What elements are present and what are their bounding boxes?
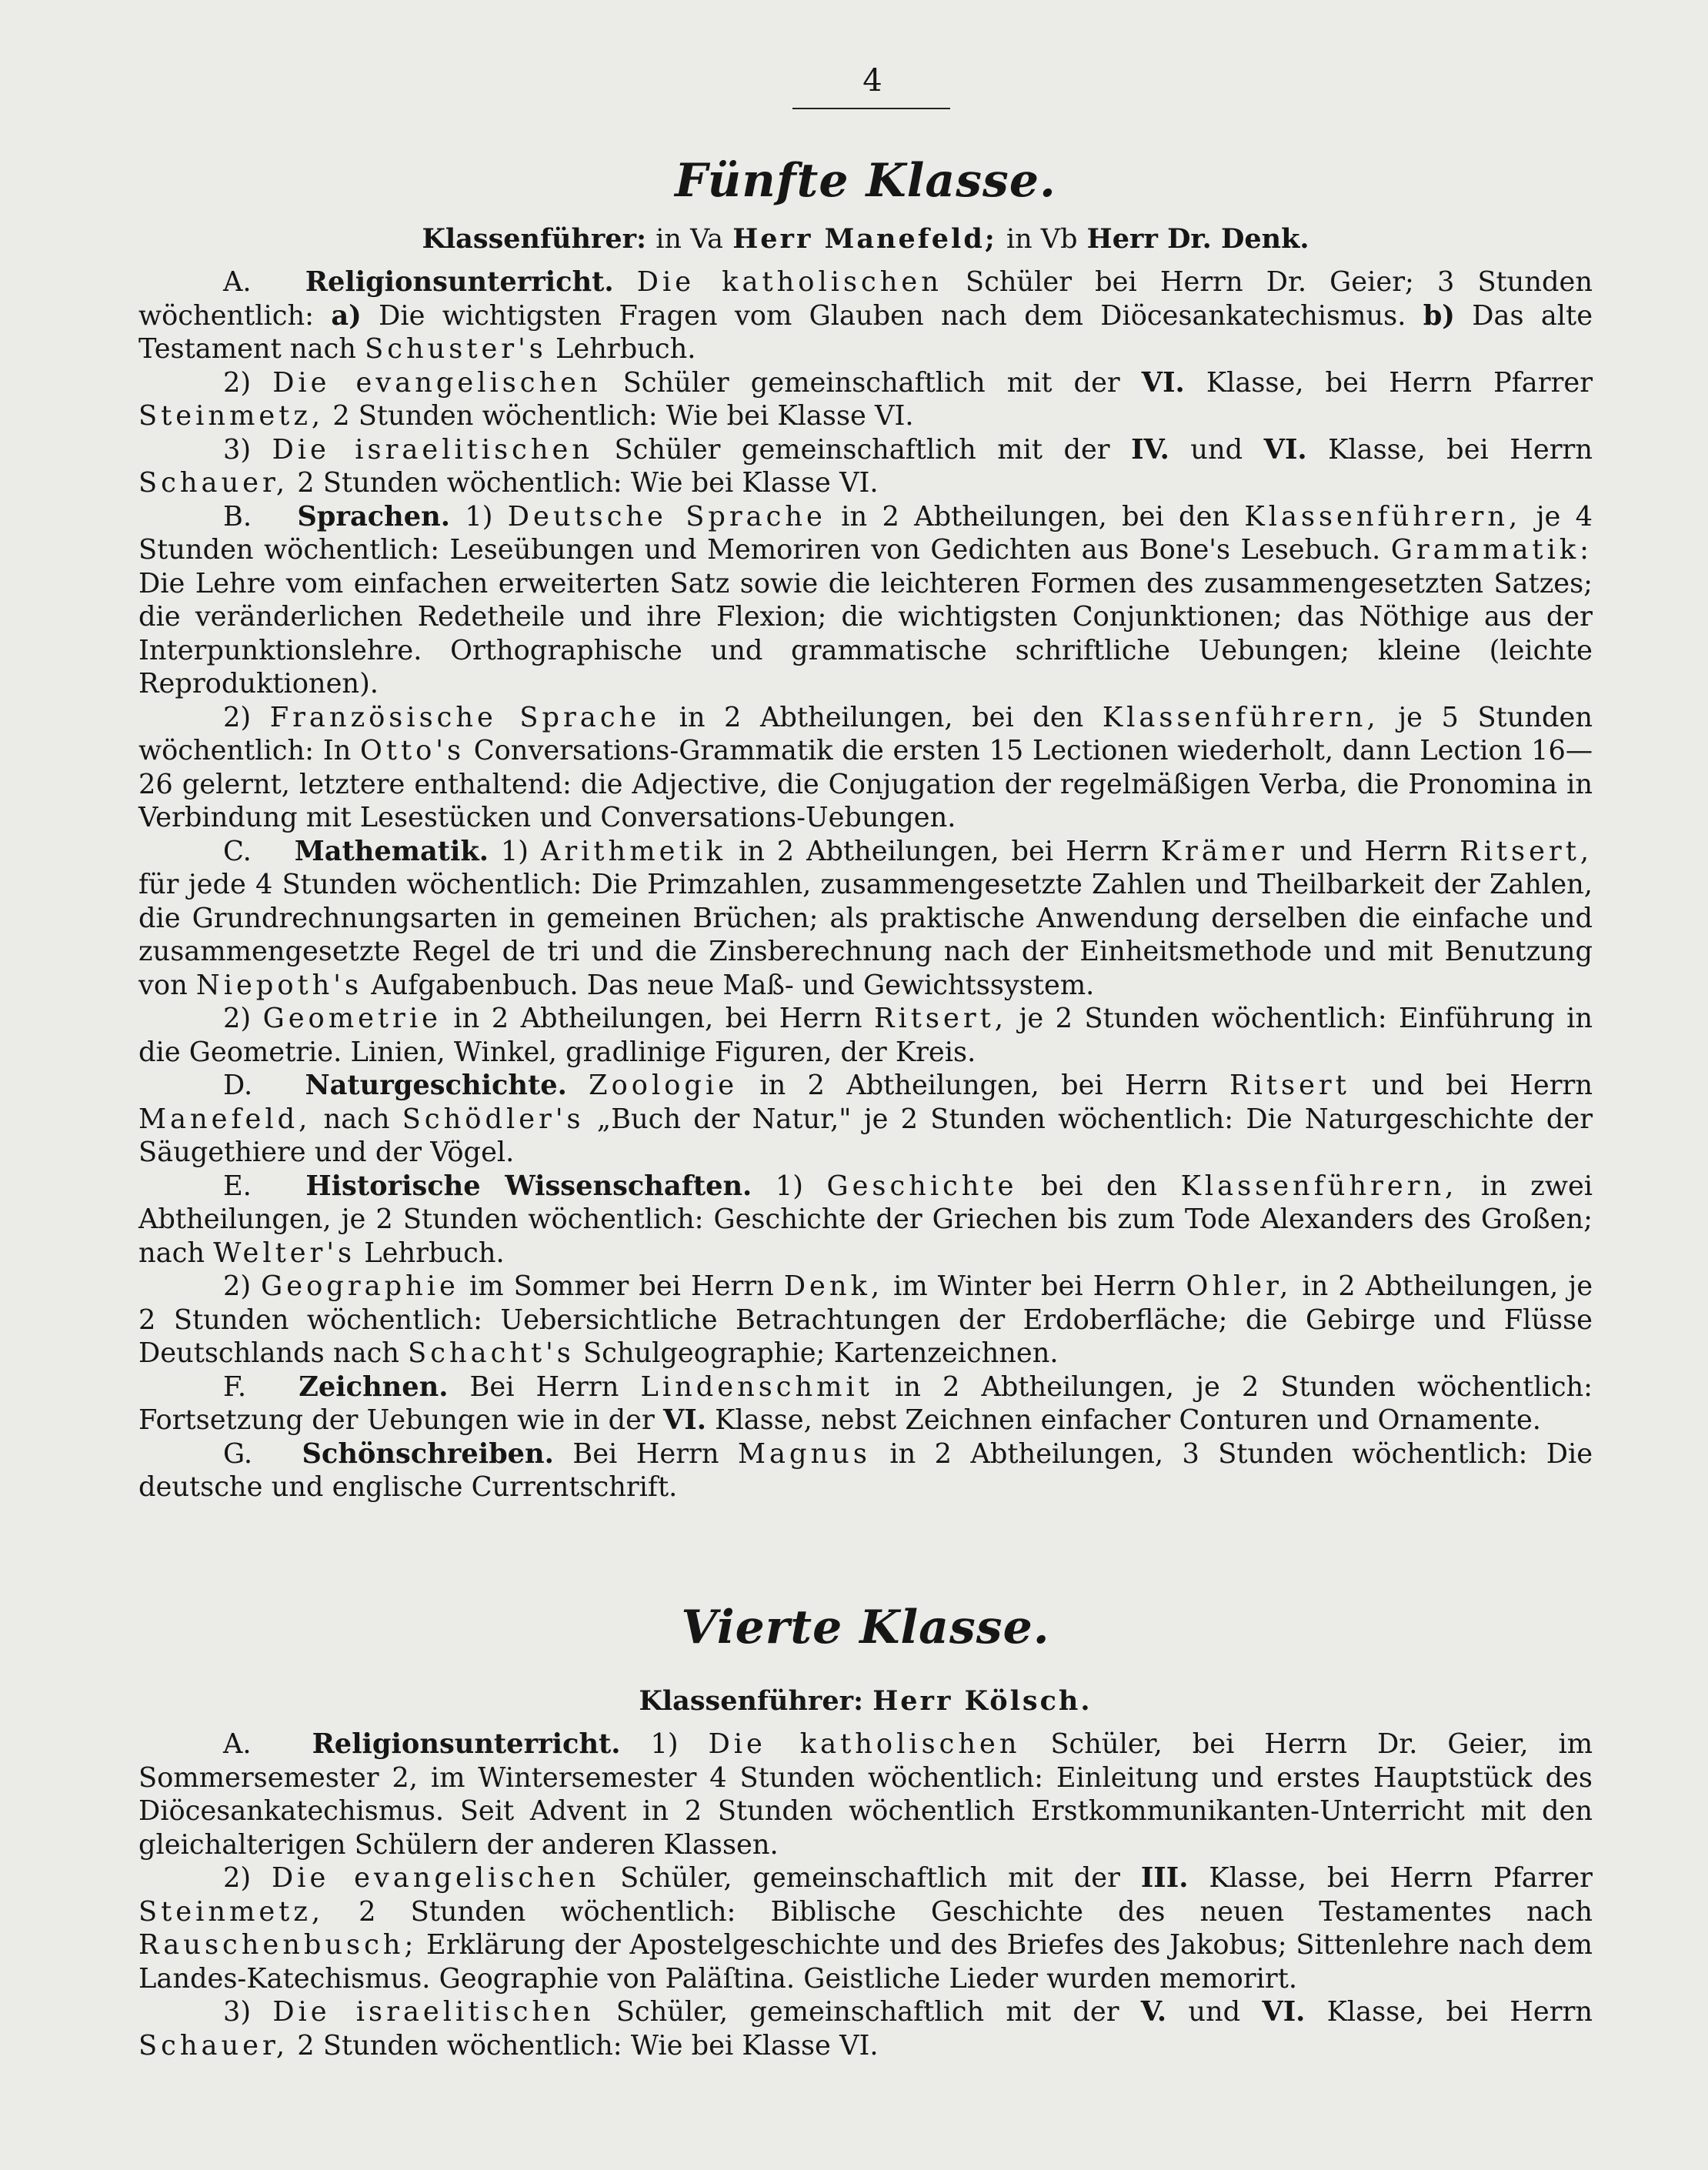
text-spaced: Ritsert, bbox=[1459, 835, 1593, 867]
text-spaced: Steinmetz, bbox=[138, 400, 325, 432]
vierte-a-paragraph-2 bbox=[138, 1861, 1593, 1995]
text: VI. bbox=[1262, 1996, 1306, 2028]
text-spaced: Otto's bbox=[359, 735, 465, 766]
text: im Sommer bei Herrn bbox=[469, 1270, 774, 1302]
list-marker: b) bbox=[1423, 299, 1455, 332]
fuenfte-a-paragraph-2 bbox=[138, 366, 1593, 433]
text: je 4 Stunden wöchentlich: Leseübungen und Memoriren von Gedichten aus Bone's Lesebuch. bbox=[138, 500, 1593, 566]
text-spaced: Grammatik: bbox=[1390, 534, 1593, 566]
text-spaced: Magnus bbox=[737, 1437, 871, 1470]
text-spaced: Die israelitischen bbox=[272, 1996, 595, 2028]
text: und bei Herrn bbox=[1372, 1070, 1593, 1101]
number: 2) bbox=[223, 701, 252, 733]
text: Klasse, bei Herrn bbox=[1328, 433, 1593, 466]
text-spaced: Lindenschmit bbox=[640, 1370, 873, 1403]
text: Schüler bei Herrn Dr. Geier; 3 Stunden wöchentlich: bbox=[138, 266, 1593, 332]
text-spaced: Klassenführern, bbox=[1180, 1170, 1458, 1202]
text-spaced: Denk, bbox=[783, 1270, 884, 1302]
section-heading: Naturgeschichte. bbox=[305, 1070, 567, 1101]
text: VI. bbox=[1263, 433, 1307, 466]
vierte-klasse-title: Vierte Klasse. bbox=[681, 1601, 1050, 1654]
text: im Sommersemester 2, im Wintersemester 4 Stunden wöchentlich: Einleitung und erstes Hauptstück des Diöcesankatechismus. Seit Advent in 2 Stunden wöchentlich Erstkommunikanten-Unterricht mit den gleichalterigen Schülern der anderen Klassen. bbox=[138, 1728, 1593, 1861]
section-heading: Historische Wissenschaften. bbox=[305, 1170, 752, 1202]
text: in 2 Abtheilungen, bei den bbox=[679, 701, 1084, 733]
text: Schüler, bei Herrn bbox=[1050, 1728, 1348, 1760]
leader-va-teacher: Herr Manefeld; bbox=[732, 223, 997, 255]
fuenfte-a-paragraph-3 bbox=[138, 433, 1593, 500]
page-number: 4 bbox=[862, 63, 882, 98]
text: in 2 Abtheilungen, bei Herrn bbox=[739, 835, 1149, 867]
text: in 2 Abtheilungen, bei Herrn bbox=[453, 1003, 862, 1034]
leader-vb: in Vb bbox=[1006, 224, 1078, 255]
text-spaced: Ohler, bbox=[1186, 1270, 1293, 1302]
text-spaced: Die israelitischen bbox=[272, 433, 594, 466]
text: Klasse, nebst Zeichnen einfacher Conturen und Ornamente. bbox=[715, 1404, 1541, 1436]
text-spaced: Die katholischen bbox=[708, 1728, 1021, 1760]
number: 2) bbox=[223, 1003, 252, 1034]
text-spaced: Die katholischen bbox=[636, 266, 942, 298]
text: VI. bbox=[662, 1404, 706, 1436]
vierte-klasse-leader bbox=[138, 1685, 1593, 1717]
section-heading: Religionsunterricht. bbox=[312, 1728, 621, 1760]
fuenfte-e-paragraph-2 bbox=[138, 1270, 1593, 1370]
text: für jede 4 Stunden wöchentlich: Die Primzahlen, zusammengesetzte Zahlen und Theilbarkeit der Zahlen, die Grundrechnungsarten in gemeinen Brüchen; als praktische Anwendung derselben die einfache und zusammengesetzte Regel de tri und die Zinsberechnung nach der Einheitsmethode und mit Benutzung von bbox=[138, 869, 1593, 1001]
text: „Buch der Natur," je 2 Stunden wöchentlich: Die Naturgeschichte der Säugethiere und der Vögel. bbox=[138, 1103, 1593, 1168]
text-spaced: Manefeld, bbox=[138, 1103, 312, 1135]
text-spaced: Schacht's bbox=[408, 1337, 575, 1369]
section-letter: B. bbox=[223, 500, 252, 532]
text: Schüler, gemeinschaftlich mit der bbox=[620, 1862, 1120, 1894]
section-letter: G. bbox=[223, 1437, 253, 1470]
number: 2) bbox=[223, 1862, 252, 1894]
page-number-rule bbox=[792, 108, 950, 109]
text: Die Lehre vom einfachen erweiterten Satz sowie die leichteren Formen des zusammengesetzten Satzes; die veränderlichen Redetheile und ihre Flexion; die wichtigsten Conjunktionen; das Nöthige aus der Interpunktionslehre. Orthographische und grammatische schriftliche Uebungen; kleine (leichte Reproduktionen). bbox=[138, 567, 1593, 699]
fuenfte-c-paragraph-1 bbox=[138, 835, 1593, 1003]
fuenfte-c-paragraph-2 bbox=[138, 1002, 1593, 1069]
text-spaced: Welter's bbox=[213, 1237, 356, 1269]
section-letter: D. bbox=[223, 1070, 253, 1101]
text-spaced: Schauer, bbox=[138, 2029, 289, 2062]
number: 2) bbox=[223, 1270, 252, 1302]
text: Klasse, bei Herrn bbox=[1326, 1996, 1593, 2028]
text: je 5 Stunden wöchentlich: In bbox=[138, 701, 1593, 766]
text: bei den bbox=[1040, 1170, 1158, 1202]
text: und Herrn bbox=[1299, 835, 1448, 867]
text: Klasse, bei Herrn Pfarrer bbox=[1209, 1862, 1593, 1894]
text-spaced: Deutsche Sprache bbox=[507, 500, 826, 532]
text-spaced: Geschichte bbox=[826, 1170, 1018, 1202]
text: in 2 Abtheilungen, je 2 Stunden wöchentlich: Uebersichtliche Betrachtungen der Erdoberfläche; die Gebirge und Flüsse Deutschlands nach bbox=[138, 1270, 1593, 1369]
text: im Winter bei Herrn bbox=[893, 1270, 1176, 1302]
text: je 2 Stunden wöchentlich: Einführung in die Geometrie. Linien, Winkel, gradlinige Figuren, der Kreis. bbox=[138, 1003, 1593, 1068]
text: 2 Stunden wöchentlich: Wie bei Klasse VI. bbox=[297, 467, 879, 499]
number: 1) bbox=[775, 1170, 803, 1202]
text: in 2 Abtheilungen, bei den bbox=[841, 500, 1230, 532]
text-spaced: Die evangelischen bbox=[272, 366, 602, 399]
section-heading: Sprachen. bbox=[297, 500, 450, 532]
section-fuenfte-klasse bbox=[138, 154, 1593, 1504]
number: 1) bbox=[650, 1728, 679, 1760]
text-spaced: Geometrie bbox=[262, 1003, 442, 1034]
text: Die wichtigsten Fragen vom Glauben nach dem Diöcesankatechismus. bbox=[379, 299, 1406, 332]
text-spaced: Schödler's bbox=[402, 1103, 585, 1135]
text-spaced: Rauschenbusch; bbox=[138, 1929, 418, 1961]
text: nach bbox=[323, 1103, 390, 1135]
list-marker: a) bbox=[331, 299, 362, 332]
number: 1) bbox=[465, 500, 493, 532]
number: 1) bbox=[500, 835, 529, 867]
leader-vb-teacher: Herr Dr. Denk. bbox=[1086, 223, 1309, 255]
text: Schüler gemeinschaftlich mit der bbox=[622, 366, 1120, 399]
text-spaced: Zoologie bbox=[589, 1070, 739, 1101]
text-spaced: Schauer, bbox=[138, 467, 289, 499]
vierte-a-paragraph-1 bbox=[138, 1728, 1593, 1861]
text: in 2 Abtheilungen, je 2 Stunden wöchentlich: Fortsetzung der Uebungen wie in der bbox=[138, 1370, 1593, 1436]
leader-label: Klassenführer: bbox=[422, 223, 647, 255]
text: Schulgeographie; Kartenzeichnen. bbox=[583, 1337, 1059, 1369]
text: 2 Stunden wöchentlich: Wie bei Klasse VI. bbox=[332, 400, 914, 432]
text: Das alte Testament nach bbox=[138, 299, 1593, 365]
section-letter: E. bbox=[223, 1170, 252, 1202]
text: in 2 Abtheilungen, bei Herrn bbox=[759, 1070, 1208, 1101]
fuenfte-b-paragraph-1 bbox=[138, 500, 1593, 701]
text: Schüler gemeinschaftlich mit der bbox=[614, 433, 1110, 466]
section-letter: A. bbox=[223, 1728, 252, 1760]
leader-va: in Va bbox=[656, 224, 723, 255]
text: und bbox=[1188, 1996, 1241, 2028]
text: 2 Stunden wöchentlich: Wie bei Klasse VI. bbox=[297, 2029, 879, 2062]
text-spaced: Die evangelischen bbox=[272, 1862, 600, 1894]
number: 3) bbox=[223, 433, 252, 466]
fuenfte-a-paragraph-1 bbox=[138, 265, 1593, 366]
leader-label: Klassenführer: bbox=[639, 1685, 863, 1717]
text-spaced: Krämer bbox=[1160, 835, 1288, 867]
text: Lehrbuch. bbox=[364, 1237, 505, 1269]
text: Dr. Geier, bbox=[1377, 1728, 1529, 1760]
fuenfte-d-paragraph-1 bbox=[138, 1069, 1593, 1170]
text: VI. bbox=[1141, 366, 1185, 399]
text: Erklärung der Apostelgeschichte und des Briefes des Jakobus; Sittenlehre nach dem Landes-Katechismus. Geographie von Paläſtina. Geistliche Lieder wurden memorirt. bbox=[138, 1929, 1593, 1995]
section-heading: Zeichnen. bbox=[299, 1370, 449, 1403]
text: III. bbox=[1140, 1862, 1189, 1894]
text: Conversations-Grammatik die ersten 15 Lectionen wiederholt, dann Lection 16—26 gelernt, letztere enthaltend: die Adjective, die Conjugation der regelmäßigen Verba, die Pronomina in Verbindung mit Lesestücken und Conversations-Uebungen. bbox=[138, 735, 1593, 833]
vierte-a-paragraph-3 bbox=[138, 1995, 1593, 2062]
text: IV. bbox=[1131, 433, 1169, 466]
fuenfte-e-paragraph-1 bbox=[138, 1170, 1593, 1270]
section-heading: Mathematik. bbox=[294, 835, 489, 867]
text-spaced: Steinmetz, bbox=[138, 1895, 325, 1928]
text-spaced: Ritsert, bbox=[874, 1003, 1007, 1034]
text: Aufgabenbuch. Das neue Maß- und Gewichtssystem. bbox=[371, 969, 1095, 1001]
text-spaced: Klassenführern, bbox=[1102, 701, 1379, 733]
text: Lehrbuch. bbox=[555, 333, 696, 365]
text-spaced: Geographie bbox=[261, 1270, 459, 1302]
fuenfte-g-paragraph-1 bbox=[138, 1437, 1593, 1504]
text: und bbox=[1190, 433, 1243, 466]
text-spaced: Klassenführern, bbox=[1244, 500, 1522, 532]
text-spaced: Arithmetik bbox=[540, 835, 727, 867]
section-letter: F. bbox=[223, 1370, 247, 1403]
text-spaced: Niepoth's bbox=[195, 969, 363, 1001]
text-spaced: Ritsert bbox=[1229, 1070, 1350, 1101]
fuenfte-f-paragraph-1 bbox=[138, 1370, 1593, 1437]
fuenfte-klasse-leader bbox=[138, 223, 1593, 255]
fuenfte-klasse-title: Fünfte Klasse. bbox=[675, 154, 1056, 208]
text-spaced: Französische Sprache bbox=[269, 701, 661, 733]
section-letter: A. bbox=[223, 266, 252, 298]
fuenfte-b-paragraph-2 bbox=[138, 701, 1593, 835]
text: Schüler, gemeinschaftlich mit der bbox=[615, 1996, 1119, 2028]
section-letter: C. bbox=[223, 835, 252, 867]
number: 3) bbox=[223, 1996, 252, 2028]
leader-teacher: Herr Kölsch. bbox=[872, 1685, 1093, 1717]
text: in 2 Abtheilungen, 3 Stunden wöchentlich: Die deutsche und englische Currentschrift. bbox=[138, 1437, 1593, 1503]
section-vierte-klasse bbox=[138, 1601, 1593, 2062]
number: 2) bbox=[223, 366, 252, 399]
text: Bei Herrn bbox=[469, 1370, 619, 1403]
section-heading: Schönschreiben. bbox=[302, 1437, 554, 1470]
text: V. bbox=[1140, 1996, 1167, 2028]
text: Bei Herrn bbox=[572, 1437, 719, 1470]
text-spaced: Schuster's bbox=[365, 333, 547, 365]
text: in zwei Abtheilungen, je 2 Stunden wöchentlich: Geschichte der Griechen bis zum Tode Alexanders des Großen; nach bbox=[138, 1170, 1593, 1269]
text: 2 Stunden wöchentlich: Biblische Geschichte des neuen Testamentes nach bbox=[359, 1895, 1593, 1928]
text: Klasse, bei Herrn Pfarrer bbox=[1206, 366, 1593, 399]
section-heading: Religionsunterricht. bbox=[305, 266, 614, 298]
